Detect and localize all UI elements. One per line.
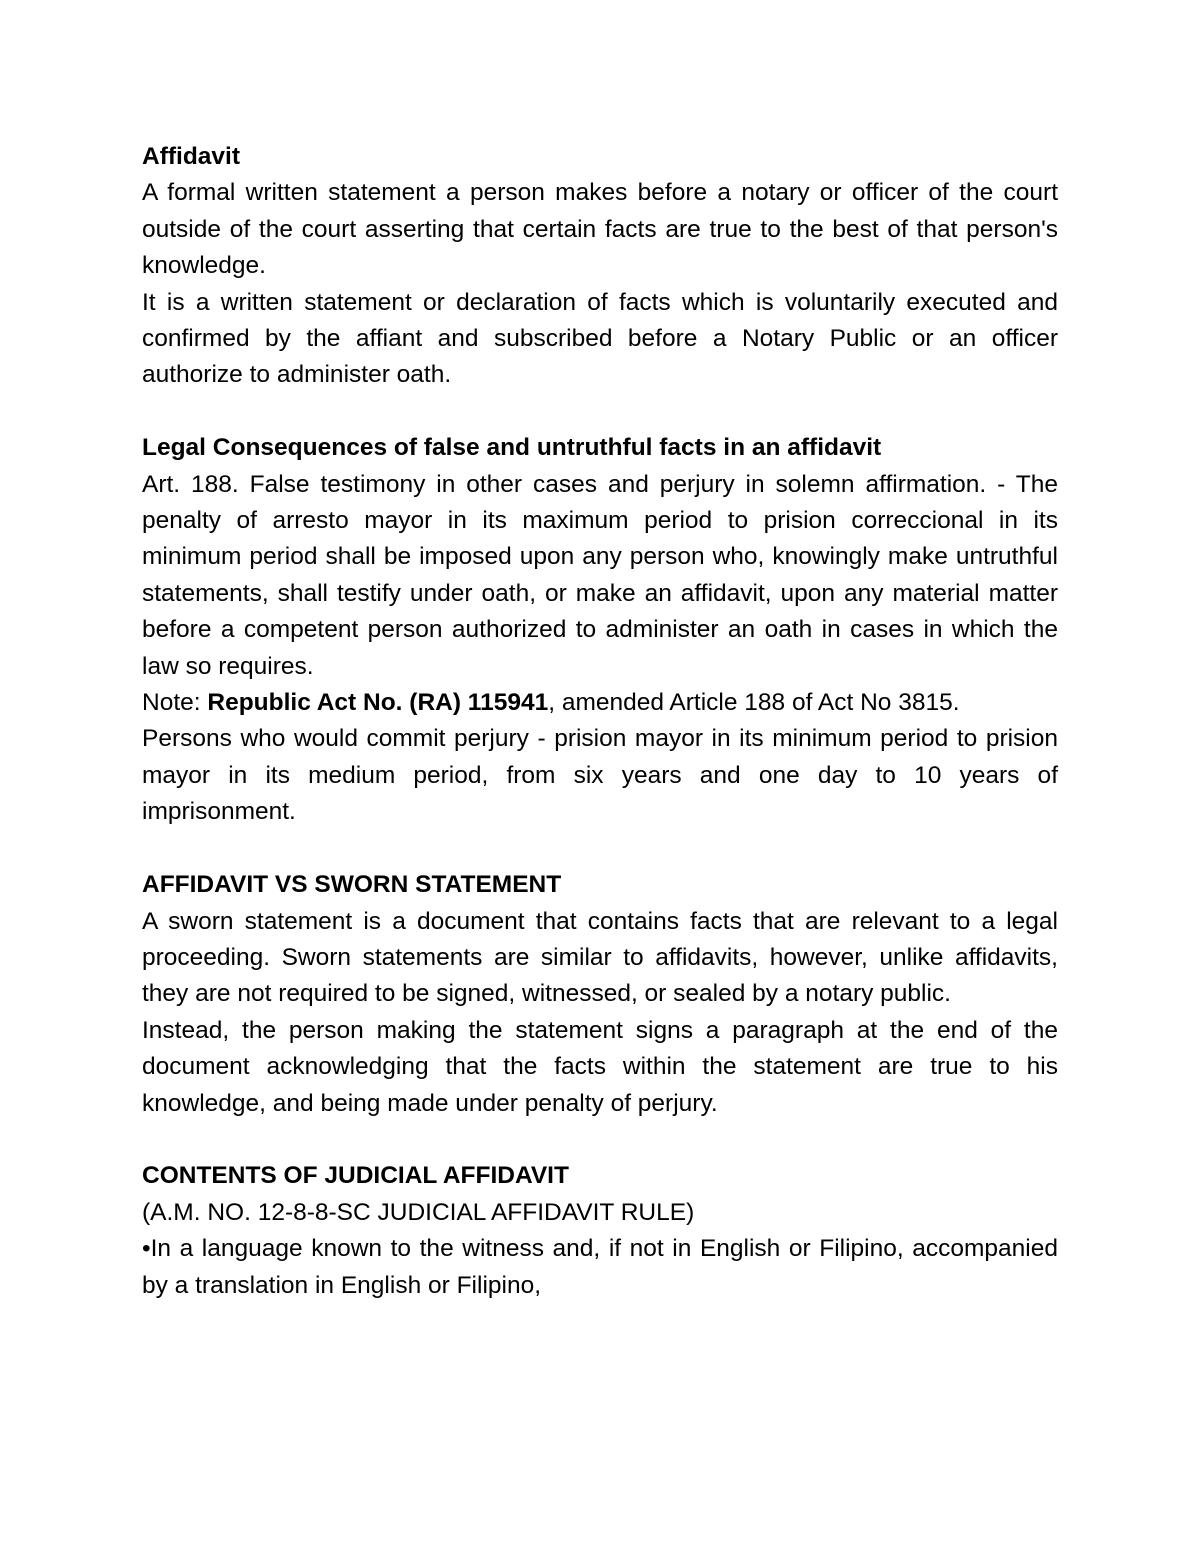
paragraph: Art. 188. False testimony in other cases and perjury in solemn affirmation. - The penalty of arresto mayor in its maximum period to prision correccional in its minimum period shall be imposed upon any person who, knowingly make untruthful statements, shall testify under oath, or make an affidavit, upon any material matter before a competent person authorized to administer an oath in cases in which the law so requires.: [142, 470, 1058, 680]
section-heading: Legal Consequences of false and untruthful facts in an affidavit: [142, 434, 882, 462]
section-affidavit-vs-sworn: [142, 867, 1058, 1122]
paragraph: It is a written statement or declaration of facts which is voluntarily executed and confirmed by the affiant and subscribed before a Notary Public or an officer authorize to administer oath.: [142, 288, 1058, 389]
paragraph: Persons who would commit perjury - prision mayor in its minimum period to prision mayor in its medium period, from six years and one day to 10 years of imprisonment.: [142, 725, 1058, 826]
section-legal-consequences: [142, 430, 1058, 830]
section-heading: Affidavit: [142, 143, 240, 170]
note-prefix: Note:: [142, 689, 208, 717]
section-heading: AFFIDAVIT VS SWORN STATEMENT: [142, 871, 562, 899]
document-page: [142, 139, 1058, 1304]
section-affidavit: [142, 139, 1058, 394]
note-bold-reference: Republic Act No. (RA) 115941: [207, 689, 549, 717]
paragraph: A formal written statement a person makes before a notary or officer of the court outside of the court asserting that certain facts are true to the best of that person's knowledge.: [142, 179, 1058, 280]
bullet-item: •In a language known to the witness and, if not in English or Filipino, accompanied by a translation in English or Filipino,: [142, 1235, 1058, 1299]
section-judicial-affidavit: [142, 1158, 1058, 1304]
subheading: (A.M. NO. 12-8-8-SC JUDICIAL AFFIDAVIT RULE): [142, 1198, 695, 1226]
note-suffix: , amended Article 188 of Act No 3815.: [548, 689, 960, 717]
section-heading: CONTENTS OF JUDICIAL AFFIDAVIT: [142, 1162, 569, 1190]
paragraph: A sworn statement is a document that contains facts that are relevant to a legal proceeding. Sworn statements are similar to affidavits, however, unlike affidavits, they are not required to be signed, witnessed, or sealed by a notary public.: [142, 907, 1058, 1008]
note-paragraph: [142, 685, 1058, 721]
paragraph: Instead, the person making the statement signs a paragraph at the end of the document acknowledging that the facts within the statement are true to his knowledge, and being made under penalty of perjury.: [142, 1016, 1058, 1117]
